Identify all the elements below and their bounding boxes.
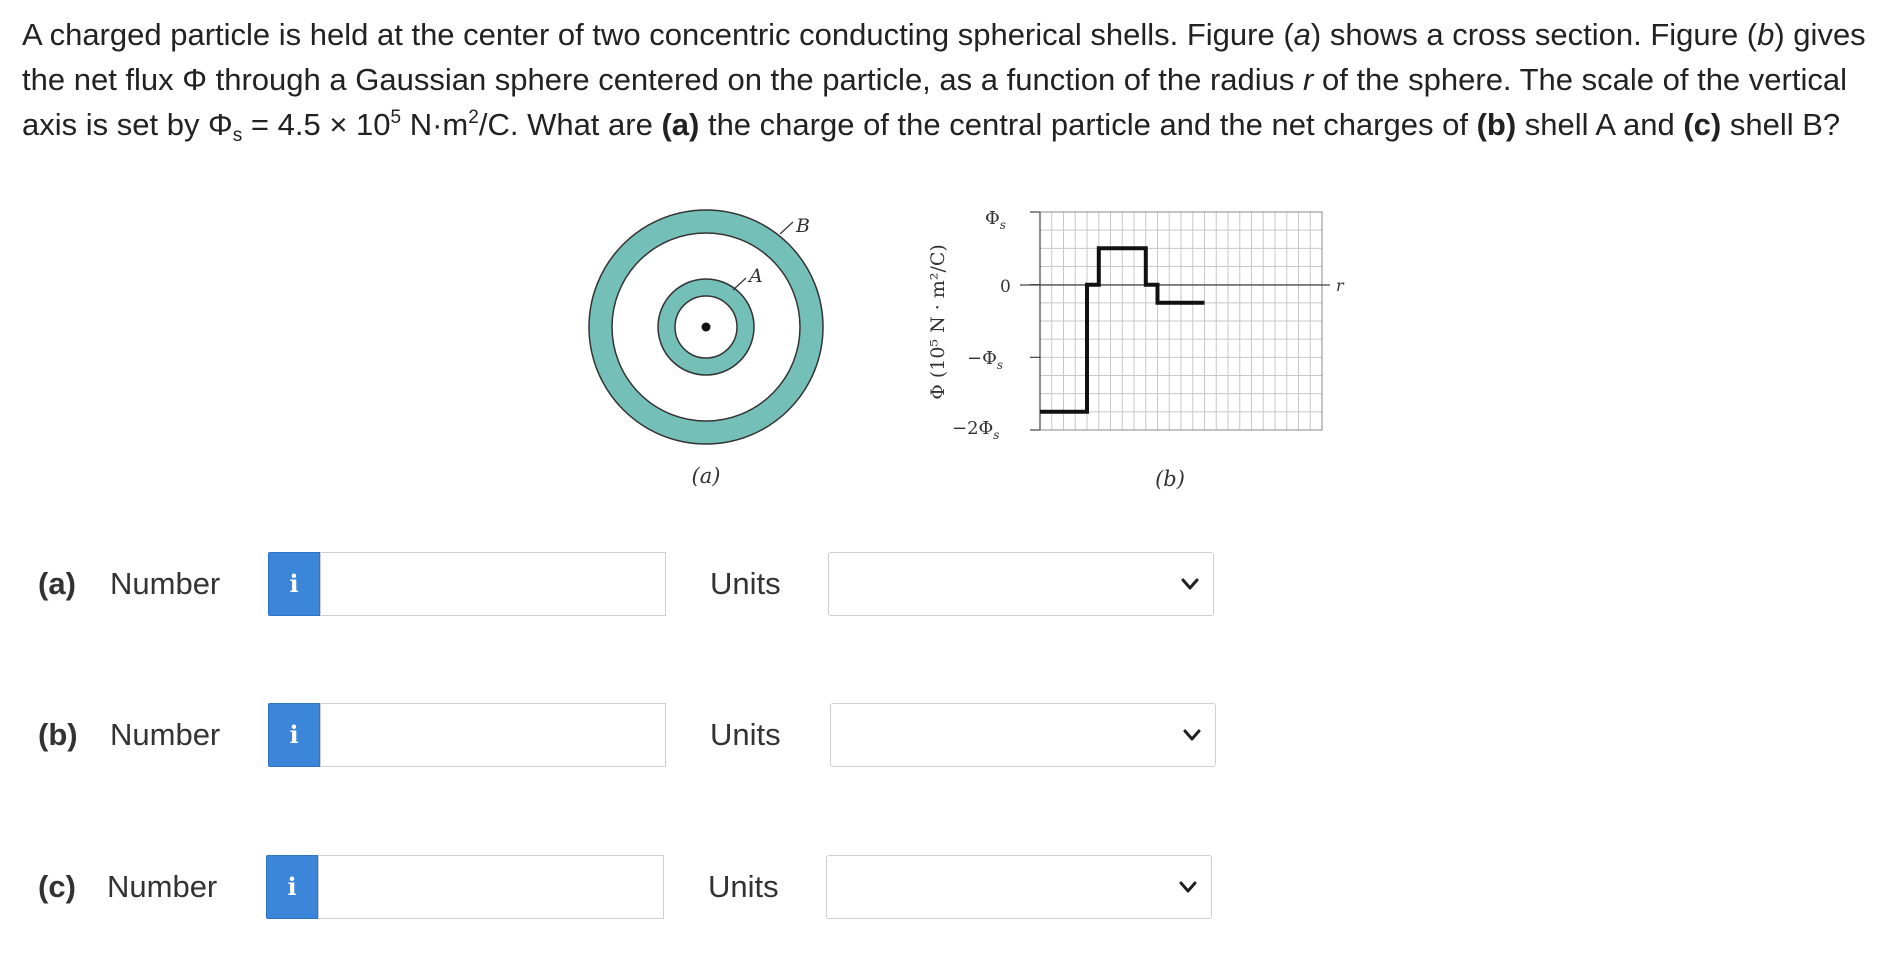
figure-b-ref: b: [1757, 17, 1775, 52]
tick-phi-s: [985, 208, 1006, 232]
question-segment: the charge of the central particle and the net charges of: [699, 107, 1477, 142]
question-segment: shell A and: [1516, 107, 1684, 142]
question-segment: N·m: [401, 107, 469, 142]
label-shell-b: B: [796, 215, 810, 237]
part-label-b: (b): [38, 717, 78, 752]
units-label-a: Units: [710, 566, 781, 601]
tick-neg2-phi-s: [952, 418, 999, 442]
number-label-a: Number: [110, 566, 221, 601]
units-label-b: Units: [710, 717, 781, 752]
figure-a-cross-section: [589, 210, 823, 488]
info-icon-button-c[interactable]: i: [266, 855, 318, 919]
number-label-b: Number: [110, 717, 221, 752]
question-segment: /C. What are: [478, 107, 662, 142]
part-b-ref: (b): [1476, 107, 1517, 142]
info-icon-button-a[interactable]: i: [268, 552, 320, 616]
shell-b-leader: [780, 222, 793, 234]
units-select-b[interactable]: [830, 703, 1216, 767]
tick-neg-phi-s: [967, 348, 1003, 372]
units-label-c: Units: [708, 869, 779, 904]
phi-axis-label: Φ (10⁵ N · m²/C): [927, 244, 949, 400]
tick-zero: 0: [1000, 277, 1011, 297]
info-icon-button-b[interactable]: i: [268, 703, 320, 767]
figure-b-caption: (b): [1155, 467, 1185, 491]
chevron-down-icon: [1177, 876, 1199, 898]
units-select-c[interactable]: [826, 855, 1212, 919]
answer-row-a: [0, 552, 1904, 618]
exponent-2: 2: [468, 107, 479, 128]
label-shell-a: A: [749, 265, 763, 287]
tick-neg-phi-s-main: −Φ: [967, 348, 997, 369]
figure-a-caption: (a): [691, 464, 721, 488]
exponent-5: 5: [390, 107, 402, 128]
tick-neg2-phi-s-sub: s: [993, 428, 1000, 442]
central-particle: [702, 323, 711, 332]
part-label-a: (a): [38, 566, 76, 601]
chevron-down-icon: [1181, 724, 1203, 746]
question-segment: shell B?: [1721, 107, 1841, 142]
number-input-c[interactable]: [318, 855, 664, 919]
number-label-c: Number: [107, 869, 218, 904]
tick-phi-s-sub: s: [999, 218, 1006, 232]
number-input-a[interactable]: [320, 552, 666, 616]
part-a-ref: (a): [661, 107, 700, 142]
number-input-b[interactable]: [320, 703, 666, 767]
question-segment: ) gives the net flux Φ through a Gaussian sphere centered on the particle, as a function of the radius: [22, 17, 1866, 97]
chevron-down-icon: [1179, 573, 1201, 595]
question-segment: ) shows a cross section. Figure (: [1310, 17, 1758, 52]
question-segment: A charged particle is held at the center of two concentric conducting spherical shells. Figure (: [22, 17, 1294, 52]
units-select-a[interactable]: [828, 552, 1214, 616]
tick-neg-phi-s-sub: s: [996, 358, 1004, 372]
answer-row-c: [0, 855, 1904, 921]
r-axis-label: r: [1336, 276, 1344, 295]
figure-b-flux-graph: [927, 208, 1345, 491]
tick-phi-s-main: Φ: [985, 208, 1000, 229]
tick-neg2-phi-s-main: −2Φ: [952, 418, 994, 439]
graph-grid: [1030, 212, 1322, 430]
part-label-c: (c): [38, 869, 76, 904]
radius-variable: r: [1303, 62, 1314, 97]
question-segment: of the sphere. The scale of the vertical axis is set by Φ: [22, 62, 1847, 142]
question-segment: = 4.5 × 10: [242, 107, 391, 142]
part-c-ref: (c): [1683, 107, 1722, 142]
phi-subscript: s: [232, 125, 243, 146]
answer-row-b: [0, 703, 1904, 769]
figure-a-ref: a: [1293, 17, 1311, 52]
